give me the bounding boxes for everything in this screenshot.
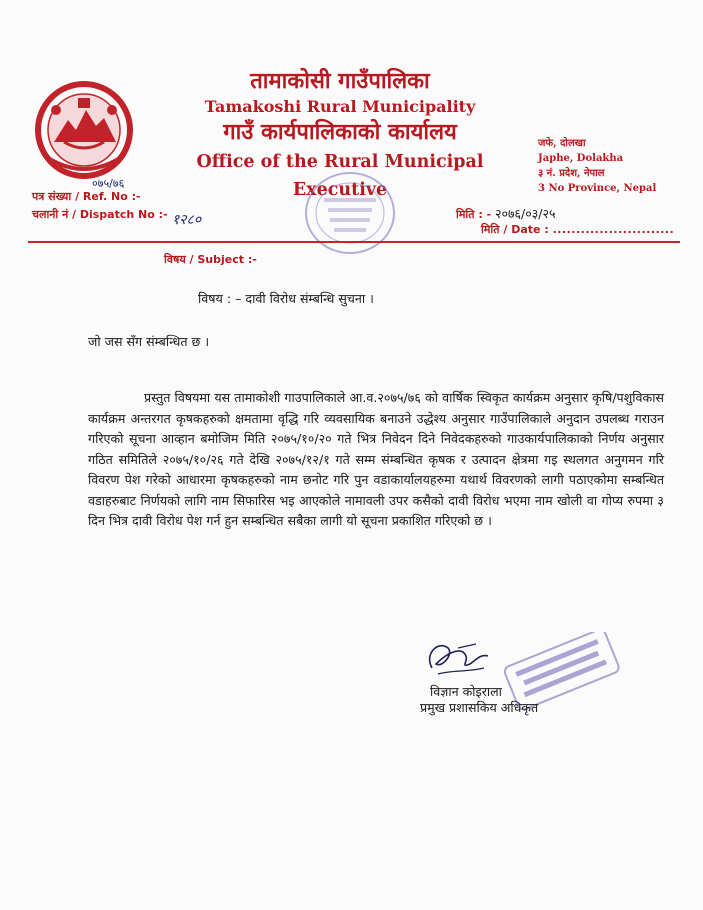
- ref-no-label: पत्र संख्या / Ref. No :-: [32, 190, 141, 203]
- date-line-en: [481, 222, 674, 237]
- municipality-emblem-icon: [34, 80, 134, 180]
- date-label-en: मिति / Date :: [481, 223, 549, 236]
- municipality-name-np: तामाकोसी गाउँपालिका: [250, 69, 430, 94]
- signatory-name: विज्ञान कोइराला: [430, 684, 502, 699]
- date-line: [456, 206, 555, 223]
- ref-no-value: ०७५/७६: [92, 177, 125, 190]
- signatory-title: प्रमुख प्रशासकिय अधिकृत: [420, 700, 539, 715]
- address-line: 3 No Province, Nepal: [538, 183, 657, 194]
- address-line: Japhe, Dolakha: [538, 153, 624, 164]
- header-divider: [28, 241, 680, 243]
- dispatch-no-label: चलानी नं / Dispatch No :-: [32, 208, 168, 221]
- subject-text: विषय : – दावी विरोध संम्बन्धि सुचना ।: [198, 291, 374, 306]
- municipality-name-en: Tamakoshi Rural Municipality: [204, 97, 476, 116]
- dispatch-no-value: १२८०: [172, 212, 202, 228]
- address-line: ३ नं. प्रदेश, नेपाल: [538, 168, 605, 179]
- subject-label: विषय / Subject :-: [164, 253, 257, 266]
- address-line: जफे, दोलखा: [538, 138, 586, 149]
- office-name-en: Office of the Rural Municipal Executive: [196, 152, 484, 200]
- office-name-np: गाउँ कार्यपालिकाको कार्यालय: [223, 120, 457, 145]
- office-round-stamp: [300, 168, 400, 258]
- body-paragraph: प्रस्तुत विषयमा यस तामाकोशी गाउपालिकाले आ.व.२०७५/७६ को वार्षिक स्विकृत कार्यक्रम अनुसार कृषि/पशुविकास कार्यक्रम अन्तरगत कृषकहरुको क्षमतामा वृद्धि गरि व्यवसायिक बनाउने उद्धेश्य अनुसार गाउँपालिकाले अनुदान उपलब्ध गराउन गरिएको सूचना आव्हान बमोजिम मिति २०७५/१०/२० गते भित्र निवेदन दिने निवेदकहरुको गाउकार्यपालिकाको निर्णय अनुसार गठित समितिले २०७५/१०/२६ गते देखि २०७५/१२/१ गते सम्म संम्बन्धित कृषक र उत्पादन क्षेत्रमा गइ स्थलगत अनुगमन गरि विवरण पेश गरेको आधारमा कृषकहरुको नाम छनोट गरि पुन वडाकार्यालयहरुमा यथार्थ विवरणको लागी पठाएकोमा सम्बन्धित वडाहरुबाट निर्णयको लागि नाम सिफारिस भइ आएकोले नामावली उपर कसैको दावी विरोध भएमा नाम खोली वा गोप्य रुपमा ३ दिन भित्र दावी विरोध पेश गर्न हुन सम्बन्धित सबैका लागी यो सूचना प्रकाशित गरिएको छ ।: [88, 390, 664, 528]
- office-address: [538, 136, 656, 196]
- date-value: २०७६/०३/२५: [495, 206, 556, 221]
- salutation: जो जस सँग संम्बन्धित छ ।: [88, 334, 210, 349]
- date-dots: ..........................: [552, 223, 675, 236]
- date-label-np: मिति : -: [456, 208, 492, 221]
- reference-labels: [32, 188, 168, 224]
